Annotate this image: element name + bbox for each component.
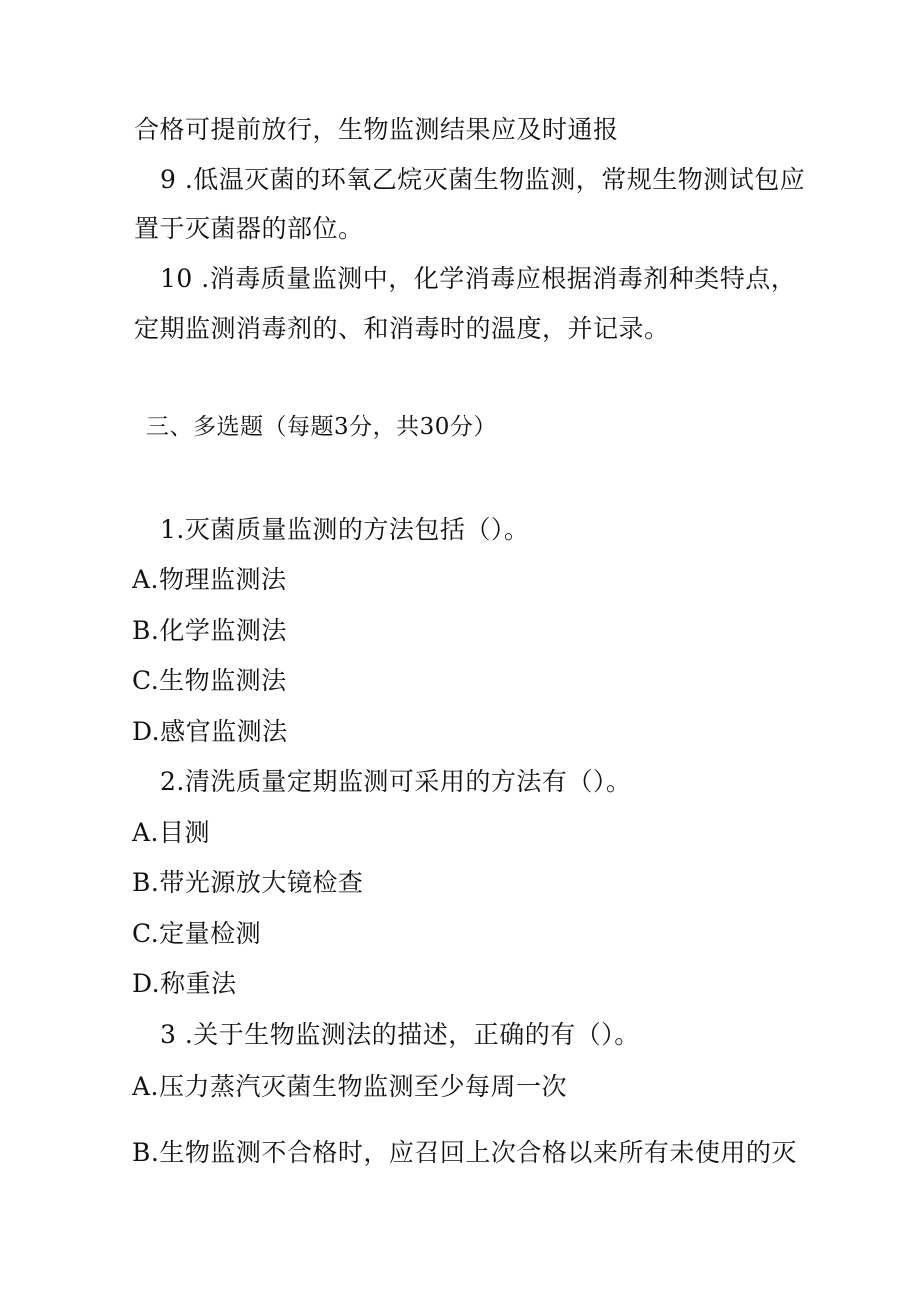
mc-question-1-option-b: B.化学监测法 [132,616,287,645]
mc-question-1-option-c: C.生物监测法 [132,666,287,695]
mc-question-2-option-c: C.定量检测 [132,919,262,948]
mc-question-1-option-a: A.物理监测法 [132,565,287,594]
question-9-line-1: 9 .低温灭菌的环氧乙烷灭菌生物监测，常规生物测试包应 [160,165,806,194]
mc-question-2-option-b: B.带光源放大镜检查 [132,868,364,897]
mc-question-1-stem: 1.灭菌质量监测的方法包括（）。 [160,515,530,544]
mc-question-3-option-b: B.生物监测不合格时，应召回上次合格以来所有未使用的灭 [132,1138,797,1167]
mc-question-3-stem: 3 .关于生物监测法的描述，正确的有（）。 [160,1020,640,1049]
section-heading: 三、多选题（每题3分，共30分） [146,414,497,440]
mc-question-2-option-a: A.目测 [132,818,211,847]
mc-question-1-option-d: D.感官监测法 [132,717,288,746]
question-9-line-2: 置于灭菌器的部位。 [134,214,364,243]
question-10-line-1: 10 .消毒质量监测中，化学消毒应根据消毒剂种类特点， [160,264,797,293]
mc-question-3-option-a: A.压力蒸汽灭菌生物监测至少每周一次 [132,1072,568,1101]
question-10-line-2: 定期监测消毒剂的、和消毒时的温度，并记录。 [134,314,670,343]
mc-question-2-option-d: D.称重法 [132,969,237,998]
mc-question-2-stem: 2.清洗质量定期监测可采用的方法有（）。 [160,767,632,796]
continuation-text: 合格可提前放行，生物监测结果应及时通报 [134,115,619,144]
